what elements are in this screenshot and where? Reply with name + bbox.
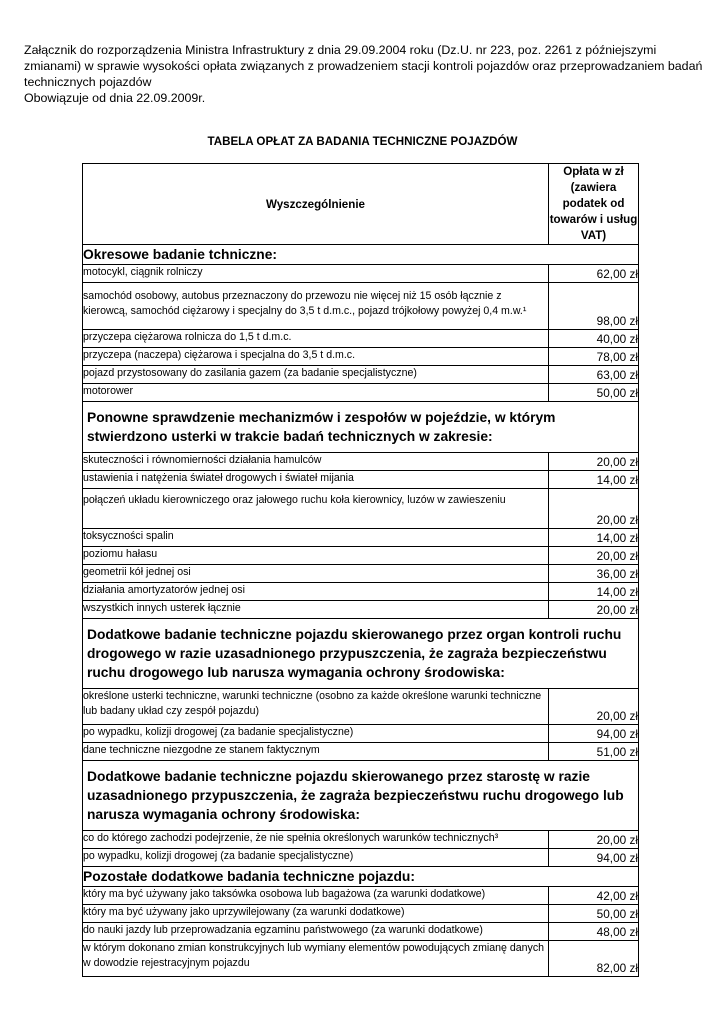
row-description: połączeń układu kierowniczego oraz jałowego ruchu koła kierownicy, luzów w zawieszeniu (83, 489, 549, 529)
column-header-description: Wyszczególnienie (83, 164, 549, 245)
table-row (83, 565, 639, 583)
section-header-row (83, 761, 639, 831)
header-reference: Załącznik do rozporządzenia Ministra Infrastruktury z dnia 29.09.2004 roku (Dz.U. nr 223, poz. 2261 z późniejszymi zmianami) w sprawie wysokości opłata związanych z prowadzeniem stacji kontroli pojazdów oraz przeprowadzaniem badań technicznych pojazdów (24, 43, 703, 89)
section-title: Ponowne sprawdzenie mechanizmów i zespołów w pojeździe, w którym stwierdzono usterki w trakcie badań technicznych w zakresie: (83, 402, 639, 453)
header-effective-date: Obowiązuje od dnia 22.09.2009r. (24, 91, 206, 105)
column-header-fee: Opłata w zł (zawiera podatek od towarów i usług VAT) (549, 164, 639, 245)
row-description: określone usterki techniczne, warunki techniczne (osobno za każde określone warunki techniczne lub badany układ czy zespół pojazdu) (83, 689, 549, 725)
row-description: po wypadku, kolizji drogowej (za badanie specjalistyczne) (83, 725, 549, 743)
row-description: ustawienia i natężenia świateł drogowych i świateł mijania (83, 471, 549, 489)
row-description: co do którego zachodzi podejrzenie, że nie spełnia określonych warunków technicznych³ (83, 831, 549, 849)
section-title: Okresowe badanie tchniczne: (83, 245, 639, 265)
row-fee: 48,00 zł (549, 923, 639, 941)
table-row (83, 941, 639, 977)
table-row (83, 923, 639, 941)
table-row (83, 384, 639, 402)
table-row (83, 283, 639, 330)
table-row (83, 366, 639, 384)
table-row (83, 453, 639, 471)
section-title: Dodatkowe badanie techniczne pojazdu skierowanego przez organ kontroli ruchu drogowego w razie uzasadnionego przypuszczenia, że zagraża bezpieczeństwu ruchu drogowego lub narusza wymagania ochrony środowiska: (83, 619, 639, 689)
row-description: do nauki jazdy lub przeprowadzania egzaminu państwowego (za warunki dodatkowe) (83, 923, 549, 941)
row-fee: 36,00 zł (549, 565, 639, 583)
row-description: poziomu hałasu (83, 547, 549, 565)
table-row (83, 547, 639, 565)
section-header-row (83, 867, 639, 887)
table-row (83, 725, 639, 743)
row-fee: 40,00 zł (549, 330, 639, 348)
row-fee: 82,00 zł (549, 941, 639, 977)
row-fee: 98,00 zł (549, 283, 639, 330)
page-title: TABELA OPŁAT ZA BADANIA TECHNICZNE POJAZDÓW (207, 135, 518, 148)
table-row (83, 743, 639, 761)
row-fee: 62,00 zł (549, 265, 639, 283)
section-header-row (83, 619, 639, 689)
row-description: toksyczności spalin (83, 529, 549, 547)
row-fee: 14,00 zł (549, 583, 639, 601)
section-title: Dodatkowe badanie techniczne pojazdu skierowanego przez starostę w razie uzasadnionego przypuszczenia, że zagraża bezpieczeństwu ruchu drogowego lub narusza wymagania ochrony środowiska: (83, 761, 639, 831)
row-description: wszystkich innych usterek łącznie (83, 601, 549, 619)
row-fee: 14,00 zł (549, 529, 639, 547)
section-title: Pozostałe dodatkowe badania techniczne pojazdu: (83, 867, 639, 887)
row-fee: 50,00 zł (549, 905, 639, 923)
row-description: w którym dokonano zmian konstrukcyjnych lub wymiany elementów powodujących zmianę danych w dowodzie rejestracyjnym pojazdu (83, 941, 549, 977)
table-row (83, 265, 639, 283)
table-row (83, 689, 639, 725)
row-description: motocykl, ciągnik rolniczy (83, 265, 549, 283)
table-row (83, 849, 639, 867)
row-fee: 94,00 zł (549, 725, 639, 743)
row-fee: 20,00 zł (549, 689, 639, 725)
row-fee: 63,00 zł (549, 366, 639, 384)
row-fee: 20,00 zł (549, 453, 639, 471)
row-description: samochód osobowy, autobus przeznaczony do przewozu nie więcej niż 15 osób łącznie z kierowcą, samochód ciężarowy i specjalny do 3,5 t d.m.c., pojazd trójkołowy powyżej 0,4 m.w.¹ (83, 283, 549, 330)
row-fee: 20,00 zł (549, 601, 639, 619)
row-fee: 20,00 zł (549, 489, 639, 529)
document-header (24, 42, 704, 106)
table-row (83, 529, 639, 547)
row-description: który ma być używany jako uprzywilejowany (za warunki dodatkowe) (83, 905, 549, 923)
row-fee: 20,00 zł (549, 547, 639, 565)
row-description: pojazd przystosowany do zasilania gazem (za badanie specjalistyczne) (83, 366, 549, 384)
row-fee: 14,00 zł (549, 471, 639, 489)
table-row (83, 887, 639, 905)
row-fee: 20,00 zł (549, 831, 639, 849)
table-row (83, 831, 639, 849)
row-description: dane techniczne niezgodne ze stanem faktycznym (83, 743, 549, 761)
row-fee: 42,00 zł (549, 887, 639, 905)
table-row (83, 601, 639, 619)
row-description: motorower (83, 384, 549, 402)
table-row (83, 583, 639, 601)
row-fee: 50,00 zł (549, 384, 639, 402)
fees-table (82, 163, 639, 977)
table-row (83, 348, 639, 366)
row-description: po wypadku, kolizji drogowej (za badanie specjalistyczne) (83, 849, 549, 867)
row-description: skuteczności i równomierności działania hamulców (83, 453, 549, 471)
table-header-row (83, 164, 639, 245)
table-row (83, 489, 639, 529)
row-description: który ma być używany jako taksówka osobowa lub bagażowa (za warunki dodatkowe) (83, 887, 549, 905)
row-fee: 94,00 zł (549, 849, 639, 867)
section-header-row (83, 245, 639, 265)
row-description: geometrii kół jednej osi (83, 565, 549, 583)
row-description: przyczepa (naczepa) ciężarowa i specjalna do 3,5 t d.m.c. (83, 348, 549, 366)
section-header-row (83, 402, 639, 453)
table-row (83, 905, 639, 923)
table-row (83, 471, 639, 489)
row-fee: 78,00 zł (549, 348, 639, 366)
table-row (83, 330, 639, 348)
row-fee: 51,00 zł (549, 743, 639, 761)
row-description: przyczepa ciężarowa rolnicza do 1,5 t d.m.c. (83, 330, 549, 348)
row-description: działania amortyzatorów jednej osi (83, 583, 549, 601)
